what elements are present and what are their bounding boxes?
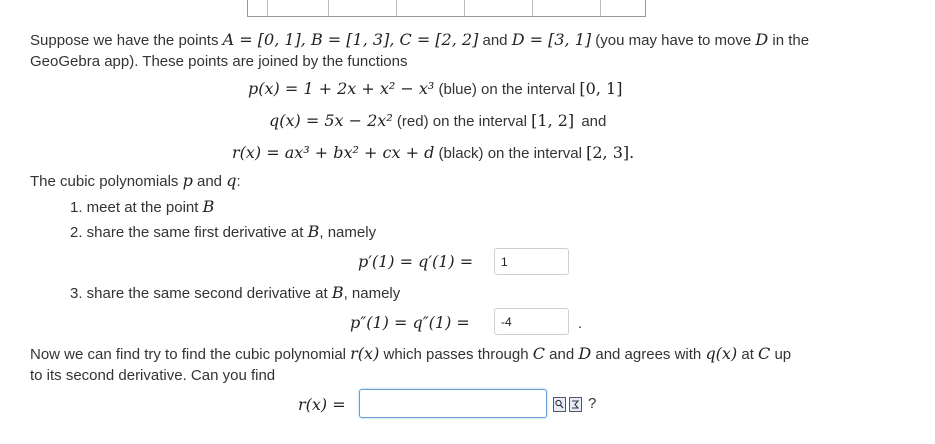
help-link[interactable]: ? — [588, 395, 597, 412]
point-d-var: D — [755, 30, 769, 49]
final-label — [298, 395, 346, 414]
r-desc: (black) on the interval — [438, 145, 582, 162]
list-item-2 — [70, 222, 376, 241]
closing-up: up — [770, 346, 792, 363]
r-interval: [2, 3]. — [586, 143, 635, 162]
p-formula: p(x) = 1 + 2x + x² − x³ — [248, 79, 435, 98]
cubic-text: The cubic polynomials — [30, 173, 183, 190]
function-p — [248, 79, 622, 98]
list-item-3 — [70, 283, 400, 302]
intro-line2: GeoGebra app). These points are joined by the functions — [30, 53, 408, 70]
q-desc: (red) on the interval — [396, 113, 527, 130]
closing-c2: C — [758, 344, 771, 363]
closing-line2: to its second derivative. Can you find — [30, 367, 276, 384]
closing-paragraph — [30, 343, 870, 386]
second-derivative-input[interactable] — [494, 308, 569, 335]
points-abc: A = [0, 1], B = [1, 3], C = [2, 2] — [222, 30, 479, 49]
intro-note-end: in the — [768, 32, 810, 49]
closing-q: q(x) — [705, 344, 738, 363]
list-item-1 — [70, 197, 214, 216]
final-label-text: r(x) = — [298, 395, 346, 414]
cubic-colon: : — [236, 173, 241, 190]
eq2-period: . — [578, 315, 583, 332]
p-interval: [0, 1] — [579, 79, 623, 98]
closing-text2: which passes through — [379, 346, 533, 363]
intro-paragraph — [30, 29, 870, 72]
second-derivative-eq — [350, 313, 470, 332]
closing-r: r(x) — [350, 344, 380, 363]
q-and: and — [581, 113, 607, 130]
r-answer-input[interactable] — [359, 389, 547, 418]
intro-note: (you may have to move — [591, 32, 756, 49]
geogebra-applet-strip — [247, 0, 646, 17]
var-p: p — [182, 171, 193, 190]
item2-text: 2. share the same first derivative at — [70, 224, 308, 241]
item2-var: B — [307, 222, 320, 241]
item3-text: 3. share the same second derivative at — [70, 285, 332, 302]
point-d: D = [3, 1] — [511, 30, 592, 49]
closing-at: at — [737, 346, 759, 363]
intro-and: and — [478, 32, 512, 49]
eq1-label: p′(1) = q′(1) = — [358, 252, 474, 271]
equation-editor-icon[interactable] — [569, 397, 582, 412]
intro-text: Suppose we have the points — [30, 32, 223, 49]
p-desc: (blue) on the interval — [438, 81, 576, 98]
r-formula: r(x) = ax³ + bx² + cx + d — [232, 143, 435, 162]
closing-d: D — [578, 344, 592, 363]
q-interval: [1, 2] — [531, 111, 575, 130]
preview-icon[interactable] — [553, 397, 566, 412]
function-q — [269, 111, 606, 130]
closing-c: C — [532, 344, 545, 363]
item3-var: B — [331, 283, 344, 302]
q-formula: q(x) = 5x − 2x² — [269, 111, 393, 130]
first-derivative-input[interactable] — [494, 248, 569, 275]
item3-end: , namely — [343, 285, 401, 302]
function-r — [232, 143, 634, 162]
cubic-and: and — [192, 173, 227, 190]
item1-var: B — [202, 197, 215, 216]
eq2-label: p″(1) = q″(1) = — [350, 313, 470, 332]
cubic-intro — [30, 171, 241, 190]
item2-end: , namely — [319, 224, 377, 241]
closing-and: and — [544, 346, 579, 363]
first-derivative-eq — [358, 252, 473, 271]
item1-text: 1. meet at the point — [70, 199, 203, 216]
closing-text3: and agrees with — [591, 346, 706, 363]
var-q: q — [226, 171, 237, 190]
closing-text: Now we can find try to find the cubic polynomial — [30, 346, 351, 363]
